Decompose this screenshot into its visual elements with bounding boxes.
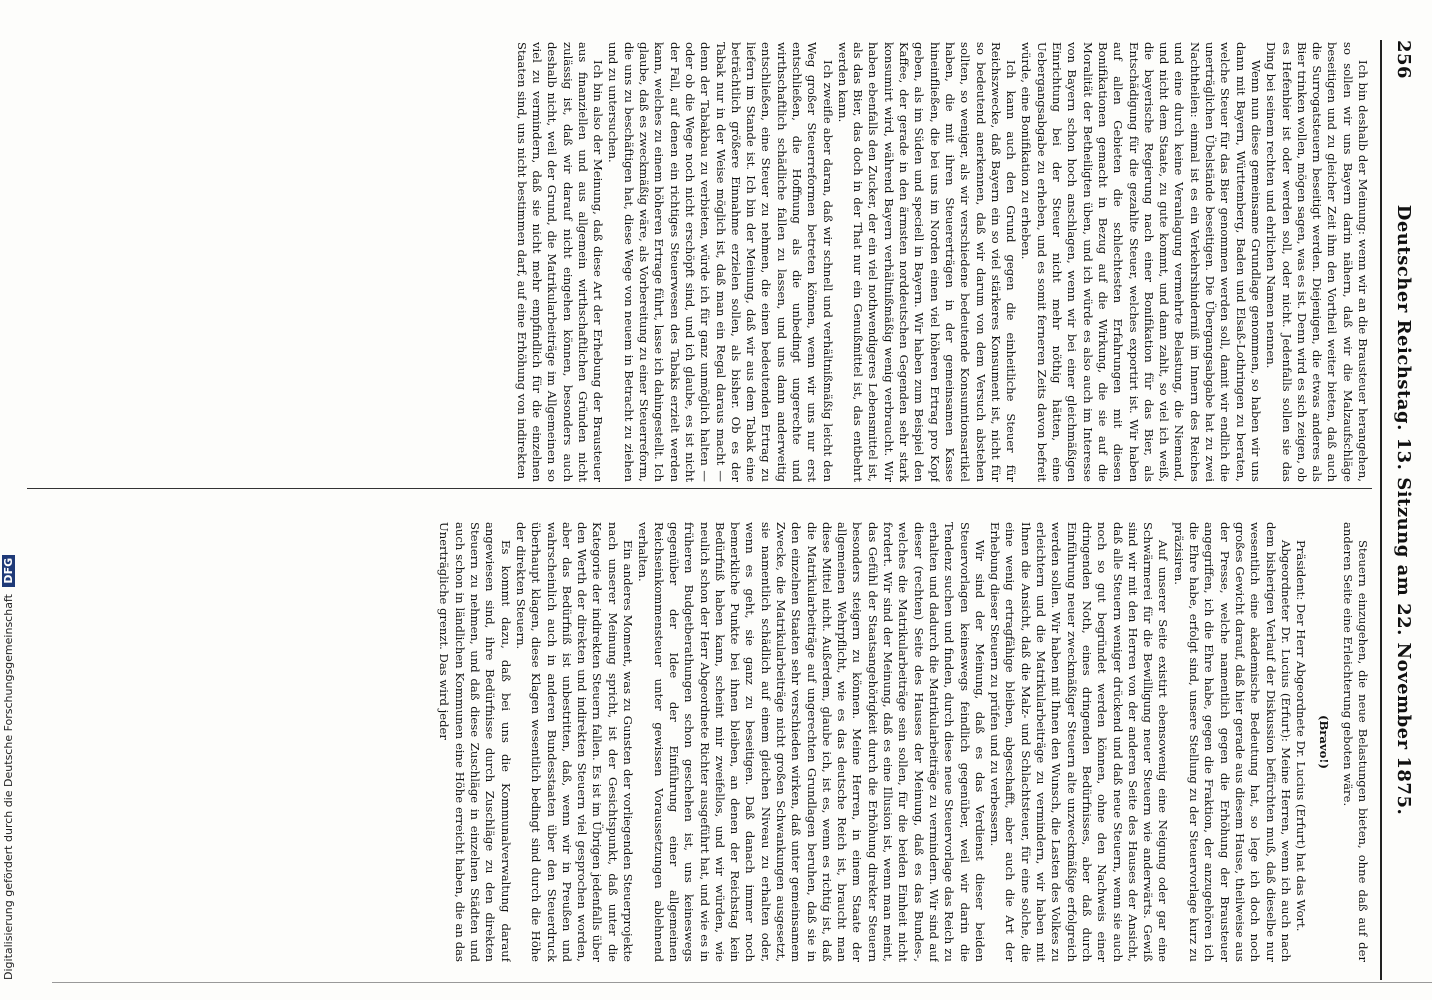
digitization-footer [2, 520, 18, 980]
paragraph: Ein anderes Moment, was zu Gunsten der vorliegenden Steuerprojekte nach unserer Meinung spricht, ist der Gesichtspunkt, daß unter die Kategorie der indirekten Steuern fallen. Es ist im Übrigen jedenfalls über den Werth der direkten und indirekten Steuern viel gesprochen worden, aber das Bedürfniß ist unbestritten, daß, wenn wir in Preußen und wahrscheinlich auch in anderen Bundesstaaten über den Steuerdruck überhaupt klagen, diese Klagen wesentlich bedingt sind durch die Höhe der direkten Steuern. [513, 522, 636, 962]
column-divider [27, 488, 1372, 489]
page-header [1386, 40, 1414, 980]
paragraph: Steuern einzugehen, die neue Belastungen bieten, ohne daß auf der anderen Seite eine Erleichterung geboten wäre. [1340, 522, 1370, 962]
left-column [30, 42, 1370, 482]
paragraph: Wenn nun diese gemeinsame Grundlage genommen, so haben wir uns dann mit Bayern, Württemberg, Baden und Elsaß-Lothringen zu beraten, welche Steuer für das Bier genommen werden soll, damit wir endlich die unerträglichen Übelstände beseitigen. Die Übergangsabgabe hat zu zwei Nachtheilen: einmal ist es ein Verkehrshinderniß im Innern des Reiches und eine durch keine Veranlagung vermehrte Belastung, die Niemand, und nicht dem Staate, zu gute kommt, und dann zahlt, so viel ich weiß, die bayerische Regierung nach einer Bonifikation für das Bier, als Entschädigung für die gezahlte Steuer, welches exportirt ist. Wir haben auf allen Gebieten die schlechtesten Erfahrungen mit diesen Bonifikationen gemacht in Bezug auf die Wirkung, die sie auf die Moralität der Betheiligten üben, und ich würde es also auch im Interesse von Bayern schon hoch anschlagen, wenn wir bei einer gleichmäßigen Einrichtung bei der Steuer nicht mehr nöthig hätten, eine Uebergangsabgabe zu erheben, und es somit ferneren Zeits davon befreit würde, eine Bonifikation zu erheben. [1019, 42, 1263, 482]
paragraph: Wir sind der Meinung, daß es das Verdienst dieser beiden Steuervorlagen keineswegs feindlich gegenüber, weil wir darin die Tendenz suchen und finden, durch diese neue Steuervorlage das Reich zu erhalten und dadurch die Matrikularbeiträge zu vermindern. Wir sind auf dieser (rechten) Seite des Hauses der Meinung, daß es das Bundes-, welches die Matrikularbeiträge sein sollen, für die beiden Einheit nicht fordert. Wir sind der Meinung, daß es eine Illusion ist, wenn man meint, das Gefühl der Staatsangehörigkeit durch die Erhöhung direkter Steuern besonders steigern zu können. Meine Herren, in einem Staate der allgemeinen Wehrpflicht, wie es das deutsche Reich ist, braucht man diese Mittel nicht. Außerdem, glaube ich, ist es, wenn es richtig ist, daß die Matrikularbeiträge auf ungerechten Grundlagen beruhen, daß sie in den einzelnen Staaten sehr verschieden wirken, daß unter gemeinsamem Zwecke, die Matrikularbeiträge nicht großen Schwankungen ausgesetzt, sie namentlich schädlich auf einem gleichen Niveau zu erhalten oder, wenn es geht, sie ganz zu beseitigen. Daß danach immer noch bemerkliche Punkte bei ihnen bleiben, an denen der Reichstag kein Bedürfniß haben kann, scheint mir zweifellos, und wir würden, wie neulich schon der Herr Abgeordnete Richter ausgeführt hat, und wie es in früheren Budgetberathungen schon geschehen ist, uns keineswegs gegenüber der Idee der Einführung einer allgemeinen Reichseinkommensteuer unter gewissen Voraussetzungen ablehnend verhalten. [636, 522, 987, 962]
header-rule [1380, 40, 1382, 980]
page-number: 256 [1393, 40, 1414, 80]
dfg-logo: DFG [2, 555, 15, 587]
footer-text: Digitalisierung gefördert durch die Deutsche Forschungsgemeinschaft [2, 594, 15, 980]
page-title: Deutscher Reichstag. 13. Sitzung am 22. November 1875. [1393, 204, 1414, 816]
president-line: Präsident: Der Herr Abgeordnete Dr. Lucius (Erfurt) hat das Wort. [1294, 540, 1309, 932]
paragraph: Abgeordneter Dr. Lucius (Erfurt): Meine Herren, wenn ich auch nach dem bisherigen Verlauf der Diskussion befürchten muß, daß dieselbe nur wesentlich eine akademische Bedeutung hat, so lege ich doch noch großes Gewicht darauf, daß hier gerade aus diesem Hause, theilweise aus der Presse, welche namentlich gegen die Erhöhung der Brausteuer angegriffen, ich die Ehre habe, gegen die Fraktion, der anzugehören ich die Ehre habe, erfolgt sind, unsere Stellung zu der Steuervorlage kurz zu präzisiren. [1171, 522, 1293, 962]
paragraph: Ich kann auch den Grund gegen die einheitliche Steuer für Reichszwecke, daß Bayern ein so viel stärkeres Konsument ist, nicht für so bedeutend anerkennen, daß wir darum von dem Versuch abstehen sollten, so weniger, als wir verschiedene bedeutende Konsumtionsartikel haben, die mit ihren Steuererträgen in der gemeinsamen Kasse hineinfließen, die bei uns im Norden einen viel höheren Ertrag pro Kopf geben, als im Süden und speciell in Bayern. Wir haben zum Beispiel den Kaffee, der gerade in den ärmsten norddeutschen Gegenden sehr stark konsumirt wird, während Bayern verhältnißmäßig wenig verbraucht. Wir haben ebenfalls den Zucker, der ein viel nothwendigeres Lebensmittel ist, als das Bier, das doch in der That nur ein Genußmittel ist, das entbehrt werden kann. [835, 42, 1019, 482]
paragraph: Ich bin deshalb der Meinung: wenn wir an die Brausteuer herangehen, so sollen wir uns Bayern darin nähern, daß wir die Malzaufschläge beseitigen und zu gleicher Zeit ihm den Vortheil weiter bieten, daß auch die Surrogatsteuern beseitigt werden. Diejenigen, die etwas anderes als Bier trinken wollen, mögen sagen, was es ist. Denn wird es sich zeigen, ob es Hefenbier ist oder werden soll, oder nicht. Jedenfalls sollen sie das Ding bei seinem rechten und ehrlichen Namen nennen. [1264, 42, 1370, 482]
paragraph: Ich zweifle aber daran, daß wir schnell und verhältnißmäßig leicht den Weg großer Steuerreformen betreten können, wenn wir uns nur erst entschließen, die Hoffnung als die unbedingt ungerechte und wirthschaftlich schädliche fallen zu lassen, und uns dann anderweitig entschließen, eine Steuer zu nehmen, die einen bedeutenden Ertrag zu liefern im Stande ist. Ich bin der Meinung, daß wir aus dem Tabak eine beträchtlich größere Einnahme erzielen sollen, als bisher. Ob es der Tabak nur in der Weise möglich ist, daß man ein Regal daraus macht — denn der Tabakbau zu verbieten, würde ich für ganz unmöglich halten — oder ob die Wege noch nicht erschöpft sind, und ich glaube, es ist nicht der Fall, auf denen ein richtiges Steuerwesen des Tabaks erzielt werden kann, welches zu einem höheren Ertrage führt, lasse ich dahingestellt. Ich glaube, daß es zweckmäßig wäre, als Vorbereitung zu einer Steuerreform, die uns zu beschäftigen hat, diese Wege von neuem in Betracht zu ziehen und zu untersuchen. [606, 42, 835, 482]
paragraph: Es kommt dazu, daß bei uns die Kommunalverwaltung darauf angewiesen sind, ihre Bedürfnisse durch Zuschläge zu den direkten Steuern zu nehmen, und daß diese Zuschläge in einzelnen Städten und auch schon in ländlichen Kommunen eine Höhe erreicht haben, die an das Unerträgliche grenzt. Das wird jeder [437, 522, 513, 962]
paragraph: Auf unserer Seite existirt ebensowenig eine Neigung oder gar eine Schwärmerei für die Bewilligung neuer Steuern wie anderwärts. Gewiß sind wir mit den Herren von der anderen Seite des Hauses der Ansicht, daß alle Steuern weniger drückend und daß neue Steuern, wenn sie auch noch so gut begründet werden können, ohne den Nachweis einer dringenden Noth, eines dringenden Bedürfnisses, aber daß durch Einführung neuer zweckmäßiger Steuern alte unzweckmäßige erfolgreich werden sollen. Wir haben mit Ihnen den Wunsch, die Lasten des Volkes zu erleichtern und die Matrikularbeiträge zu vermindern, wir haben mit Ihnen die Ansicht, daß die Malz- und Schlachtsteuer, für eine solche, die eine wenig ertragfähige bleiben, abgeschafft, aber auch die Art der Erhebung dieser Steuern zu prüfen und zu verbessern. [988, 522, 1171, 962]
applause-note: (Bravo!) [1317, 715, 1332, 769]
right-column [30, 522, 1370, 962]
paragraph: Ich bin also der Meinung, daß diese Art der Erhebung der Brausteuer aus finanziellen und aus allgemein wirthschaftlichen Gründen nicht zulässig ist, daß wir darauf nicht eingehen können, besonders auch deshalb nicht, weil der Grund, die Matrikularbeiträge im Allgemeinen so viel zu vermindern, daß sie nicht mehr empfindlich für die einzelnen Staaten sind, uns nicht bestimmen darf, auf eine Erhöhung von indirekten [514, 42, 606, 482]
